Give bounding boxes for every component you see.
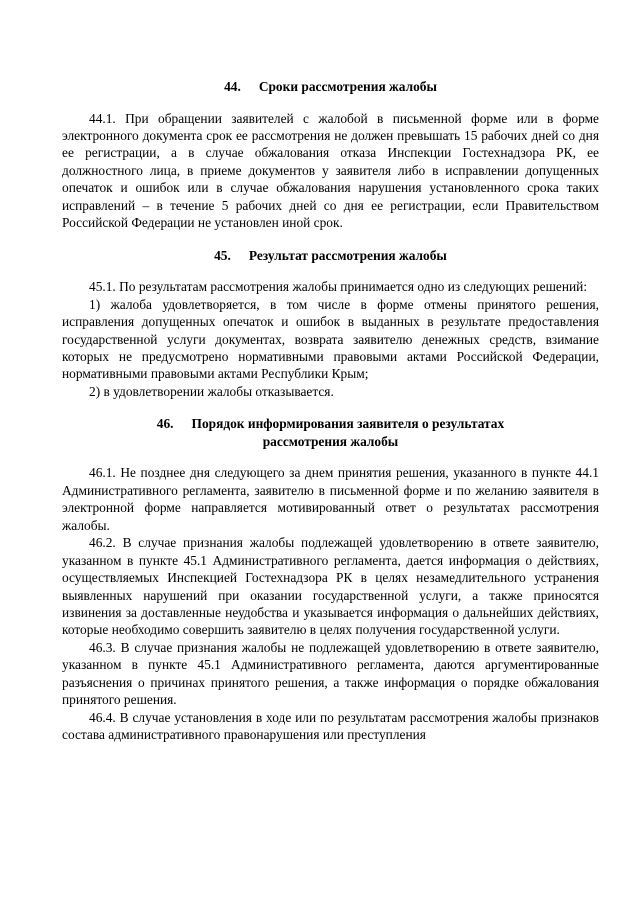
section-46-title: Порядок информирования заявителя о результатах (191, 416, 505, 432)
paragraph-46-2: 46.2. В случае признания жалобы подлежащей удовлетворению в ответе заявителю, указанном в пункте 45.1 Административного регламента, дается информация о действиях, осуществляемых Инспекцией Гостехнадзора РК в целях незамедлительного устранения выявленных нарушений при оказании государственной услуги, а также приносятся извинения за доставленные неудобства и указывается информация о дальнейших действиях, которые необходимо совершить заявителю в целях получения государственной услуги. (62, 535, 599, 638)
section-44-title: Сроки рассмотрения жалобы (258, 79, 437, 94)
paragraph-44-1: 44.1. При обращении заявителей с жалобой в письменной форме или в форме электронного документа срок ее рассмотрения не должен превышать 15 рабочих дней со дня ее регистрации, а в случае обжалования отказа Инспекции Гостехнадзора РК, ее должностного лица, в приеме документов у заявителя либо в исправлении допущенных опечаток и ошибок или в случае обжалования нарушения установленного срока таких исправлений – в течение 5 рабочих дней со дня ее регистрации, если Правительством Российской Федерации не установлен иной срок. (62, 110, 599, 231)
section-45-title: Результат рассмотрения жалобы (248, 247, 447, 263)
document-page (62, 78, 599, 744)
paragraph-45-1: 45.1. По результатам рассмотрения жалобы принимается одно из следующих решений: (89, 279, 588, 295)
paragraph-46-1: 46.1. Не позднее дня следующего за днем принятия решения, указанного в пункте 44.1 Административного регламента, заявителю в письменной форме и по желанию заявителя в электронной форме направляется мотивированный ответ о результатах рассмотрения жалобы. (62, 465, 599, 533)
section-45-heading (62, 247, 599, 265)
section-44-number: 44. (224, 79, 241, 94)
paragraph-46-4: 46.4. В случае установления в ходе или по результатам рассмотрения жалобы признаков состава административного правонарушения или преступления (62, 709, 599, 743)
section-45-number: 45. (214, 247, 231, 263)
paragraph-45-1-item-2: 2) в удовлетворении жалобы отказывается. (89, 383, 334, 399)
paragraph-45-1-item-1: 1) жалоба удовлетворяется, в том числе в форме отмены принятого решения, исправления допущенных опечаток и ошибок в выданных в результате предоставления государственной услуги документах, возврата заявителю денежных средств, взимание которых не предусмотрено нормативными правовыми актами Российской Федерации, нормативными правовыми актами Республики Крым; (62, 296, 599, 382)
paragraph-46-3: 46.3. В случае признания жалобы не подлежащей удовлетворению в ответе заявителю, указанном в пункте 45.1 Административного регламента, даются аргументированные разъяснения о причинах принятого решения, а также информация о порядке обжалования принятого решения. (62, 639, 599, 708)
section-46-heading (62, 415, 599, 450)
section-46-number: 46. (156, 416, 174, 432)
section-44-heading (62, 78, 599, 96)
section-46-title-line2: рассмотрения жалобы (262, 433, 399, 449)
